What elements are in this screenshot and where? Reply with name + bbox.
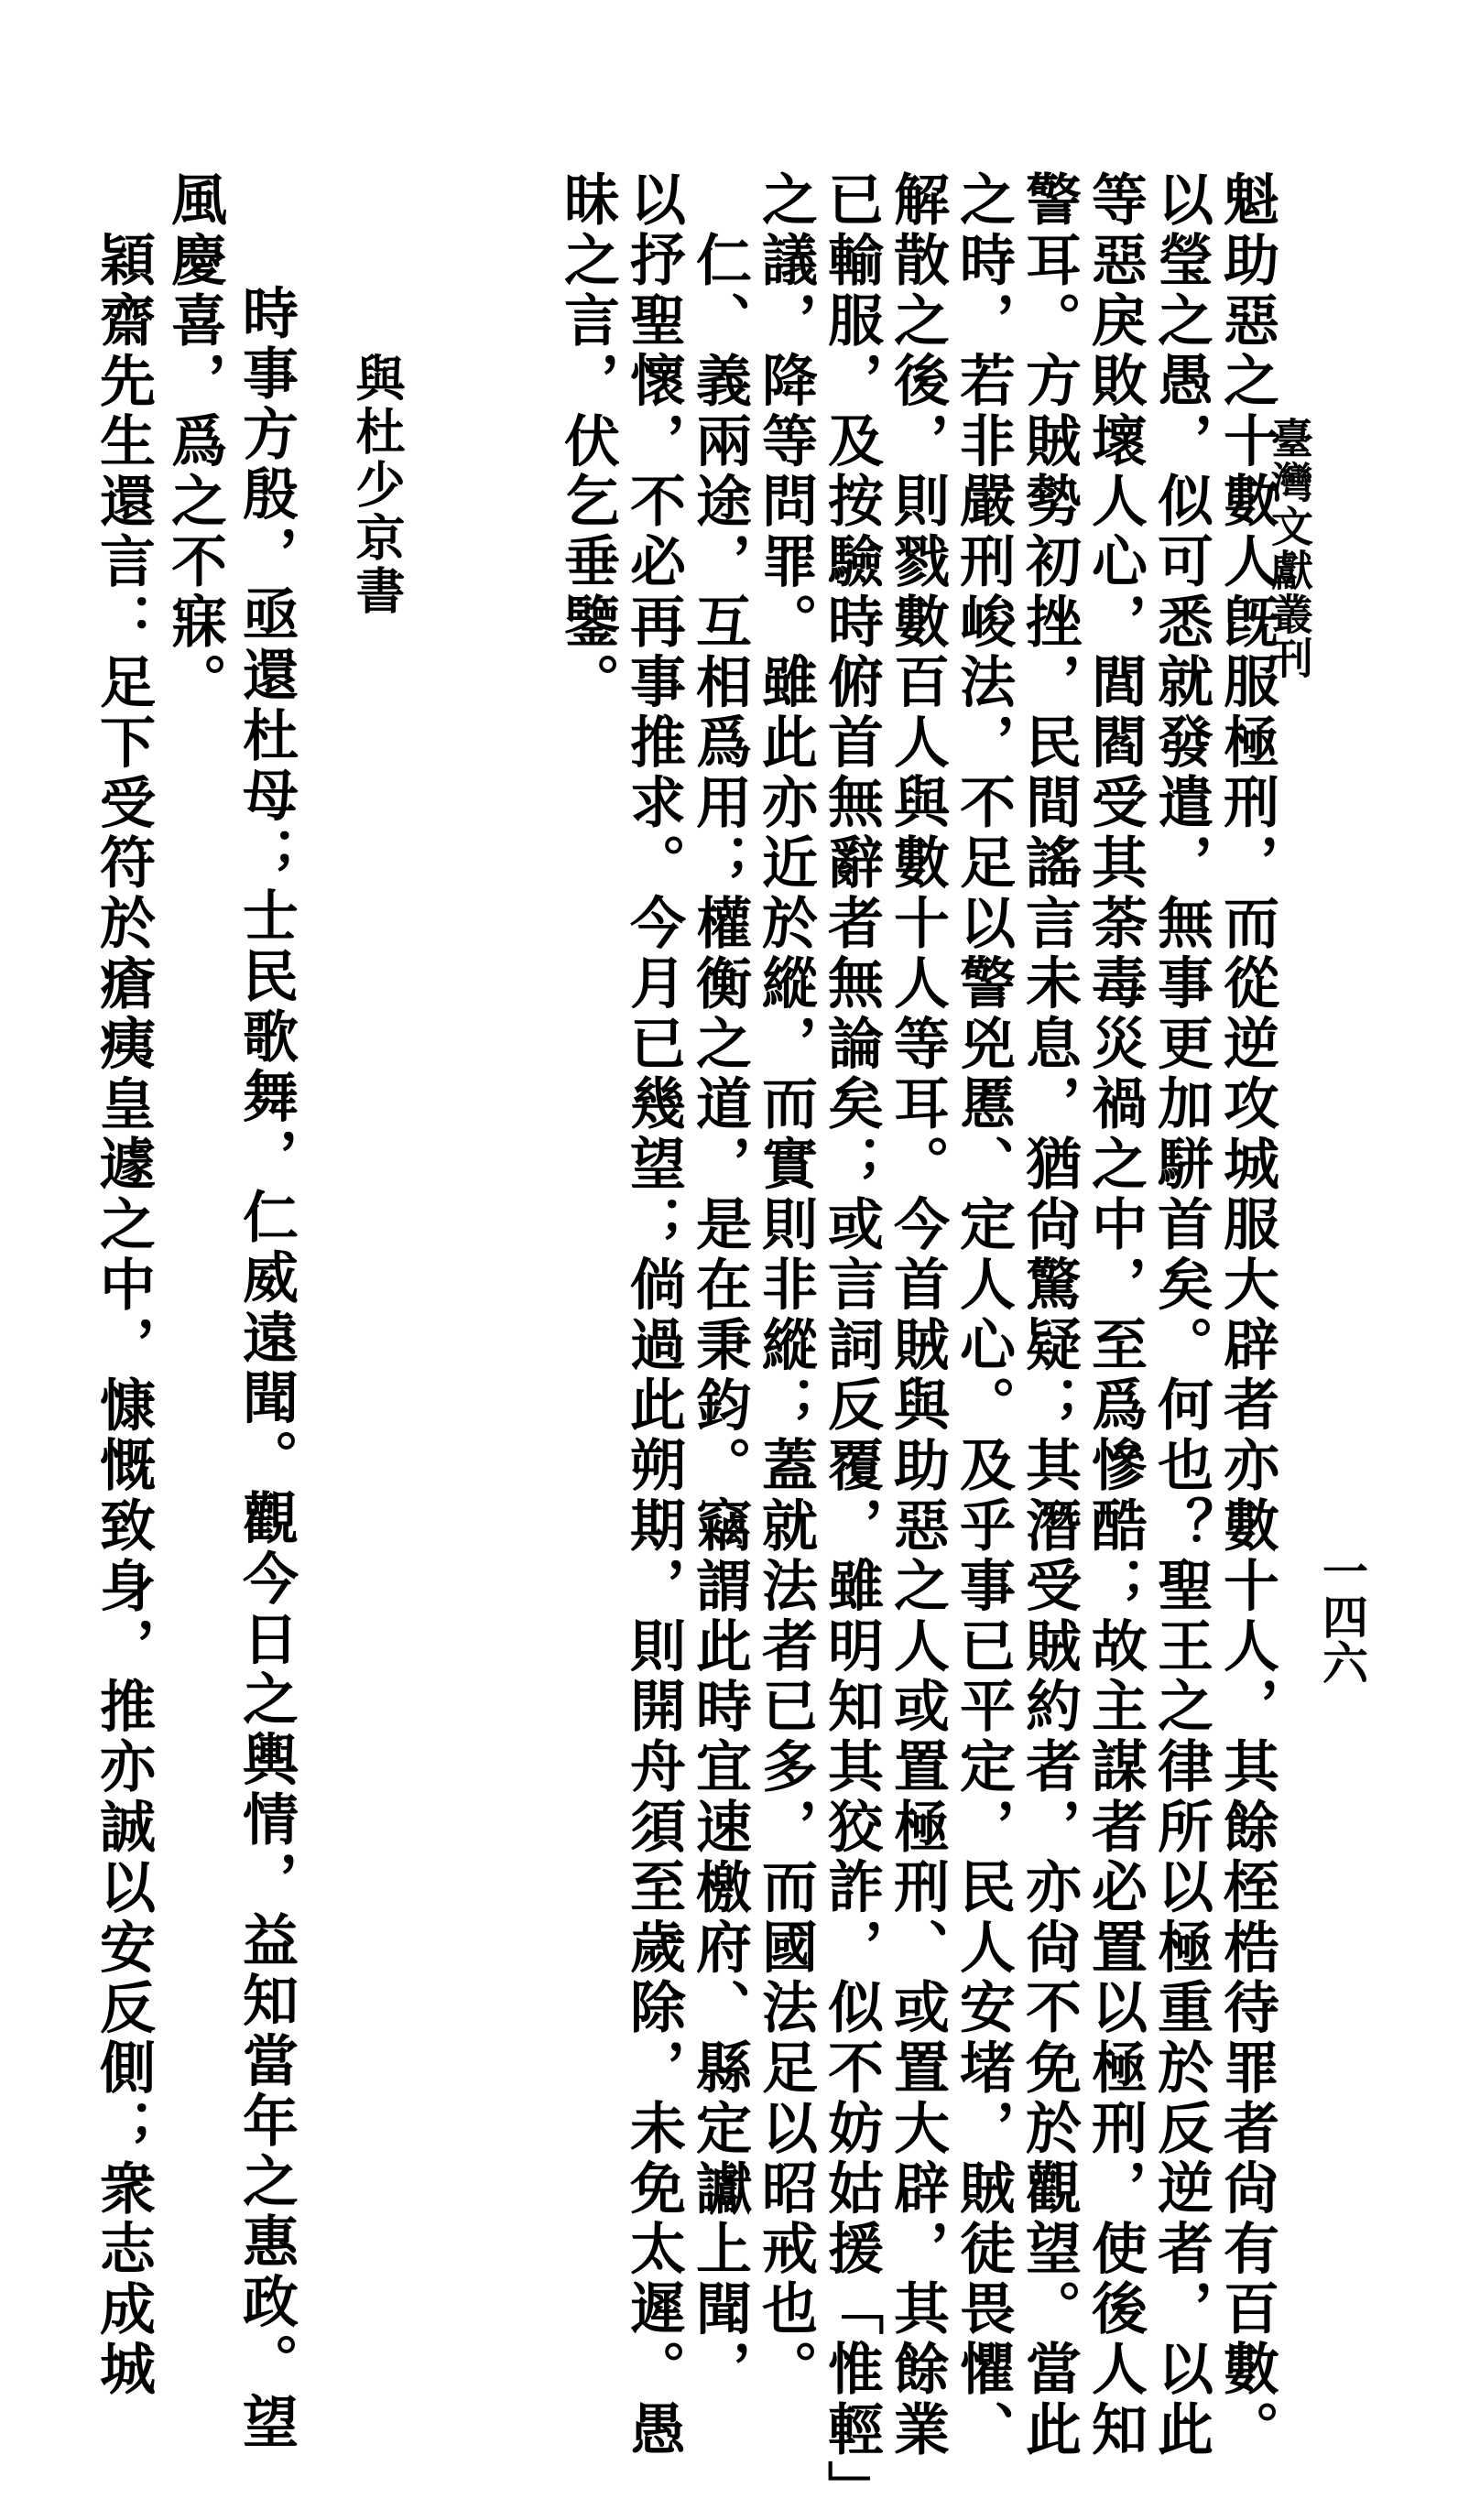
text-column-5: 之時，若非嚴刑峻法，不足以警兇慝、定人心。及乎事已平定，民人安堵，賊徒畏懼、 (951, 170, 1016, 2460)
text-column-12: 時事方殷，亟還杜母；士民歌舞，仁威遠聞。觀今日之輿情，益知當年之惠政。望 (234, 284, 299, 2453)
text-column-3: 等惡戾敗壞人心，閭閻受其荼毒災禍之中，至爲慘酷；故主謀者必置以極刑，使後人知 (1083, 170, 1148, 2460)
text-column-2: 以瑩之愚，似可悉就發遣，無事更加駢首矣。何也？聖王之律所以極重於反逆者，以此 (1148, 170, 1213, 2460)
text-column-7: 已輸服，及按驗時俯首無辭者無論矣；或言詞反覆，雖明知其狡詐，似不妨姑援「惟輕」 (819, 170, 884, 2520)
page-number: 一四六 (1315, 1548, 1369, 1685)
text-column-4: 警耳。方賊勢初挫，民間謠言未息，猶尙驚疑；其潛受賊約者，亦尙不免於觀望。當此 (1017, 170, 1082, 2460)
text-column-10: 以抒聖懷，不必再事推求。今月已幾望；倘過此朔期，則開舟須至歲除，未免太遲。愚 (621, 170, 686, 2460)
text-column-11: 昧之言，伏乞垂鑒。 (555, 170, 620, 713)
text-column-9: 仁、義兩途，互相爲用；權衡之道，是在秉鈞。竊謂此時宜速檄府、縣定讞上聞， (687, 231, 752, 2400)
text-column-8: 之議，降等問罪。雖此亦近於縱，而實則非縱；蓋就法者已多，而國法足以昭戒也。 (753, 170, 818, 2400)
section-heading: 與杜少京書 (348, 353, 407, 618)
text-column-13: 風慶喜，爲之不寐。 (162, 170, 227, 713)
text-column-1: 魁助惡之十數人旣服極刑，而從逆攻城服大辟者亦數十人，其餘桎梏待罪者尙有百數。 (1214, 170, 1279, 2460)
running-header-title: 臺灣文獻叢刊 (1265, 417, 1314, 680)
text-column-14: 穎齋先生還言：足下受符於瘡痍皇遽之中，慷慨致身，推亦誠以安反側；衆志成城 (91, 231, 156, 2400)
text-column-6: 解散之後，則戮數百人與數十人等耳。今首賊與助惡之人或置極刑、或置大辟，其餘業 (885, 170, 950, 2460)
